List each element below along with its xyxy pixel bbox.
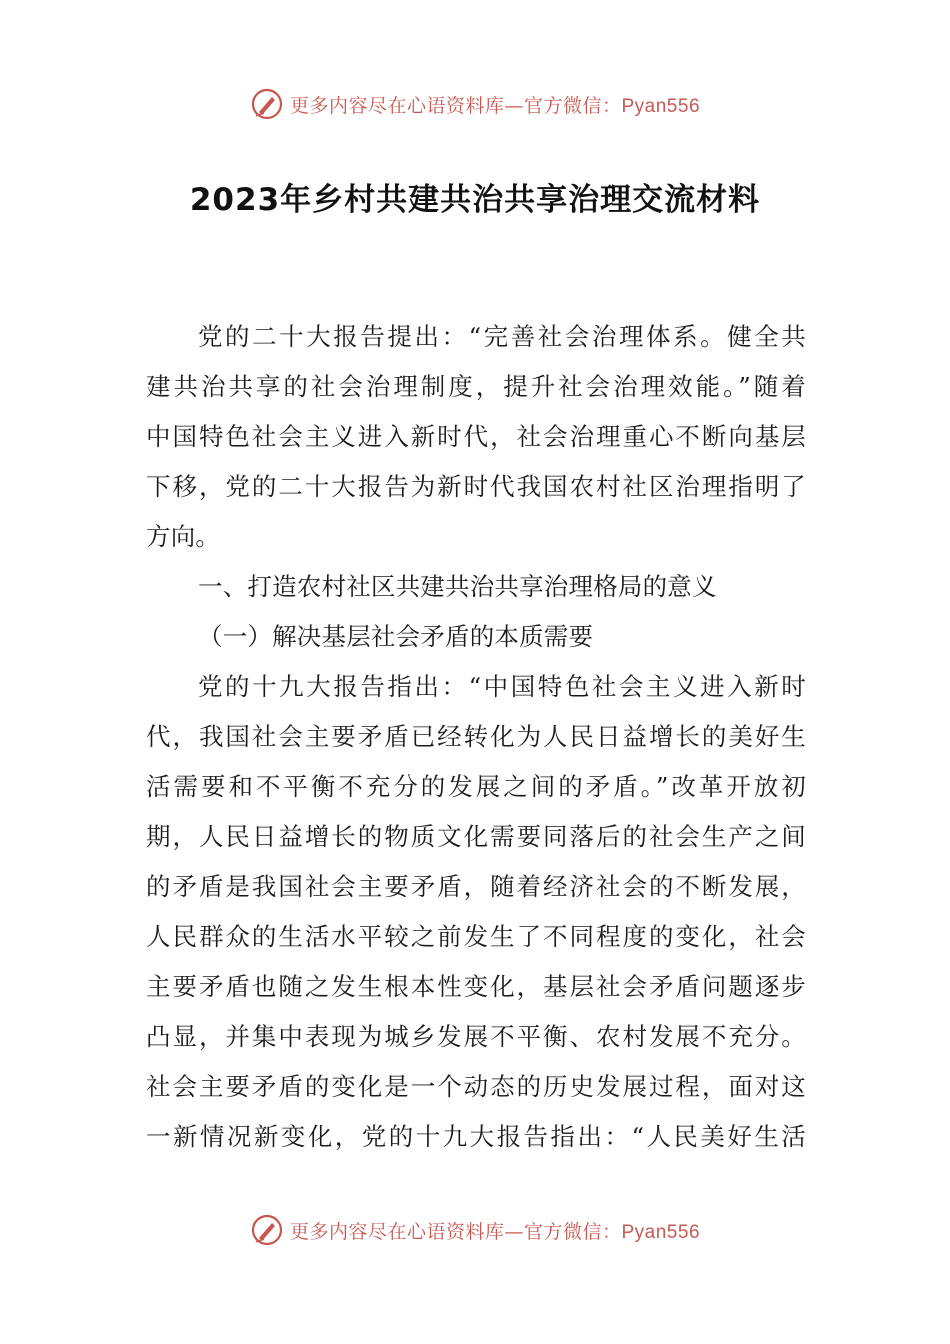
body-line: 社会主要矛盾的变化是一个动态的历史发展过程，面对这 xyxy=(146,1072,806,1101)
watermark-text xyxy=(290,1217,700,1244)
body-line: 党的十九大报告指出：“中国特色社会主义进入新时 xyxy=(198,672,806,701)
watermark-cn: 更多内容尽在心语资料库—官方微信： xyxy=(289,94,622,117)
document-title: 2023年乡村共建共治共享治理交流材料 xyxy=(189,182,761,218)
watermark-wechat-id: Pyan556 xyxy=(621,1221,701,1243)
subsection-heading: （一）解决基层社会矛盾的本质需要 xyxy=(198,622,594,651)
body-line: 一新情况新变化，党的十九大报告指出：“人民美好生活 xyxy=(146,1122,806,1151)
body-line: 凸显，并集中表现为城乡发展不平衡、农村发展不充分。 xyxy=(146,1022,806,1051)
body-line: 建共治共享的社会治理制度，提升社会治理效能。”随着 xyxy=(146,372,806,401)
body-line: 代，我国社会主要矛盾已经转化为人民日益增长的美好生 xyxy=(146,722,806,751)
section-heading: 一、打造农村社区共建共治共享治理格局的意义 xyxy=(198,572,717,601)
pen-logo-icon xyxy=(250,87,284,121)
body-line: 主要矛盾也随之发生根本性变化，基层社会矛盾问题逐步 xyxy=(146,972,806,1001)
watermark-text xyxy=(290,91,700,118)
body-line: 人民群众的生活水平较之前发生了不同程度的变化，社会 xyxy=(146,922,806,951)
body-line: 活需要和不平衡不充分的发展之间的矛盾。”改革开放初 xyxy=(146,772,806,801)
body-line: 的矛盾是我国社会主要矛盾，随着经济社会的不断发展， xyxy=(146,872,806,901)
watermark-cn: 更多内容尽在心语资料库—官方微信： xyxy=(289,1220,622,1243)
watermark-wechat-id: Pyan556 xyxy=(621,95,701,117)
body-line: 中国特色社会主义进入新时代，社会治理重心不断向基层 xyxy=(146,422,806,451)
pen-logo-icon xyxy=(250,1213,284,1247)
header-watermark xyxy=(0,84,950,124)
footer-watermark xyxy=(0,1210,950,1250)
body-line: 方向。 xyxy=(146,522,221,551)
body-line: 党的二十大报告提出：“完善社会治理体系。健全共 xyxy=(198,322,806,351)
body-line: 期，人民日益增长的物质文化需要同落后的社会生产之间 xyxy=(146,822,806,851)
document-body xyxy=(146,312,806,1162)
body-line: 下移，党的二十大报告为新时代我国农村社区治理指明了 xyxy=(146,472,806,501)
